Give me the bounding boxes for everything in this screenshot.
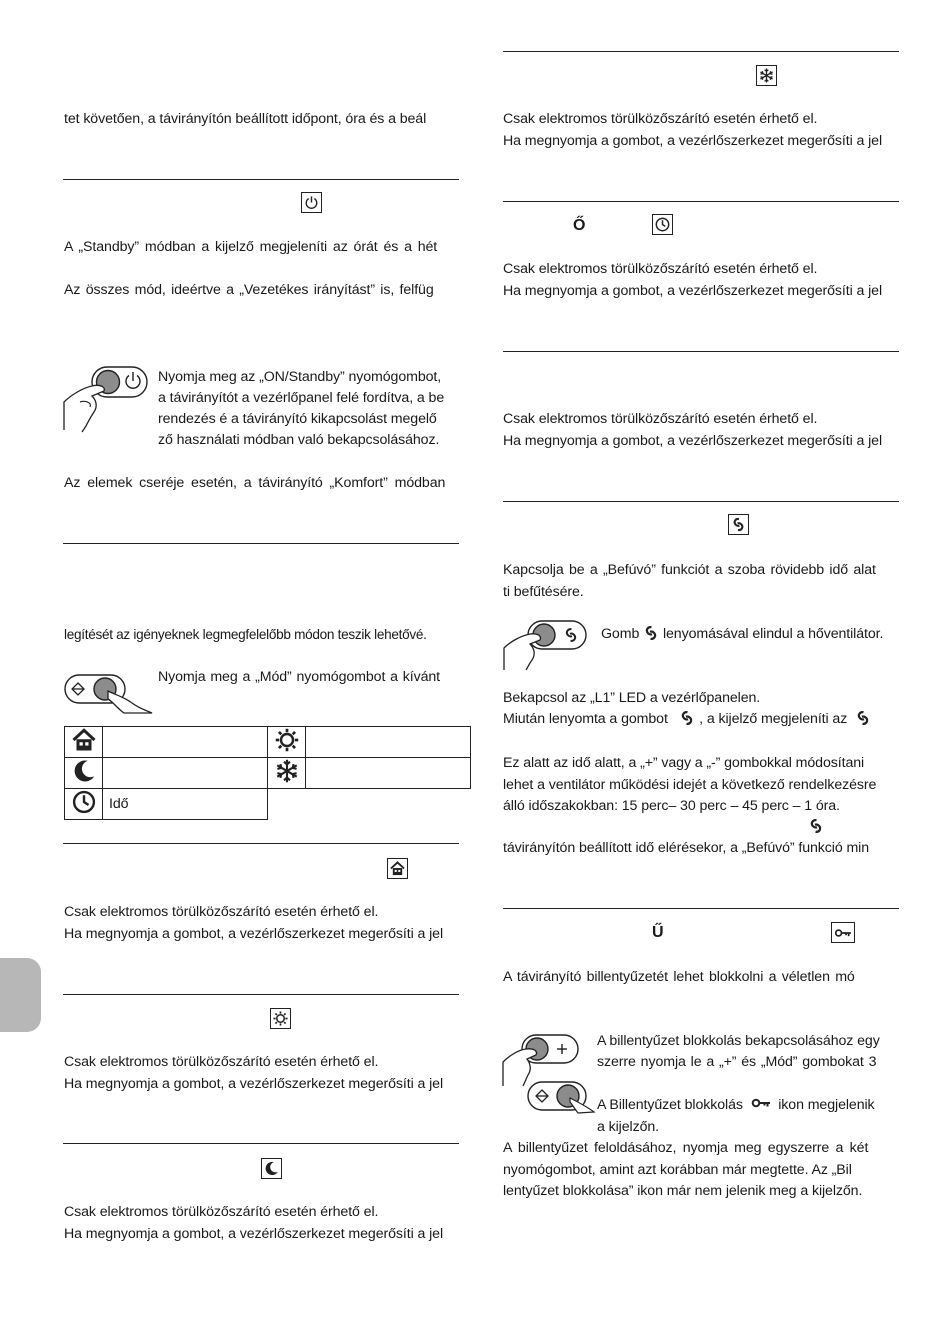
key-icon bbox=[831, 922, 855, 943]
lock-on-line-2: szerre nyomja le a „+” és „Mód” gombokat 3 bbox=[597, 1054, 877, 1070]
unlock-line-2: nyomógombot, amint azt korábban már megtette. Az „Bil bbox=[503, 1162, 852, 1178]
blower-end-line: távirányítón beállított idő elérésekor, a „Befúvó” funkció min bbox=[503, 840, 870, 856]
standby-paragraph-2: Az összes mód, ideértve a „Vezetékes irányítást” is, felfüg bbox=[64, 282, 434, 298]
divider bbox=[63, 843, 459, 844]
mode-label-time: Idő bbox=[103, 789, 268, 820]
unlock-line-3: lentyűzet blokkolása” ikon már nem jelenik meg a kijelzőn. bbox=[503, 1183, 863, 1199]
hand-press-blower-illustration bbox=[502, 614, 594, 672]
snowflake-icon bbox=[756, 65, 777, 86]
house-icon bbox=[65, 727, 103, 758]
divider bbox=[63, 543, 459, 544]
frost-line-2: Ha megnyomja a gombot, a vezérlőszerkezet megerősíti a jel bbox=[503, 133, 883, 149]
hand-press-mode-illustration bbox=[526, 1080, 596, 1114]
modes-intro-line: legítését az igényeknek legmegfelelőbb módon teszik lehetővé. bbox=[64, 627, 427, 642]
mode-label bbox=[103, 758, 268, 789]
wired-line-1: Csak elektromos törülközőszárító esetén érhető el. bbox=[503, 411, 818, 427]
table-row bbox=[65, 789, 471, 820]
divider bbox=[63, 179, 459, 180]
table-row bbox=[65, 727, 471, 758]
lock-shown-line-2: a kijelzőn. bbox=[597, 1119, 659, 1135]
standby-instruction-line-1: Nyomja meg az „ON/Standby” nyomógombot, bbox=[158, 369, 442, 385]
key-icon bbox=[751, 1095, 771, 1111]
moon-icon bbox=[261, 1158, 282, 1179]
blower-adjust-line-1: Ez alatt az idő alatt, a „+” vagy a „-” gombokkal módosítani bbox=[503, 755, 865, 771]
clock-icon bbox=[652, 214, 673, 235]
mode-instruction: Nyomja meg a „Mód” nyomógombot a kívánt bbox=[158, 669, 441, 685]
blower-icon bbox=[679, 710, 695, 726]
blower-icon bbox=[855, 710, 871, 726]
moon-icon bbox=[65, 758, 103, 789]
time-line-2: Ha megnyomja a gombot, a vezérlőszerkezet megerősíti a jel bbox=[503, 283, 883, 299]
unlock-line-1: A billentyűzet feloldásához, nyomja meg egyszerre a két bbox=[503, 1140, 869, 1156]
time-heading-fragment: Ő bbox=[573, 217, 586, 234]
sun-icon bbox=[270, 1008, 291, 1029]
wired-line-2: Ha megnyomja a gombot, a vezérlőszerkezet megerősíti a jel bbox=[503, 433, 883, 449]
blower-adjust-line-3: álló időszakokban: 15 perc– 30 perc – 45 perc – 1 óra. bbox=[503, 798, 840, 814]
mode-label bbox=[306, 727, 471, 758]
blower-led-line: Bekapcsol az „L1” LED a vezérlőpanelen. bbox=[503, 690, 761, 706]
blower-icon bbox=[643, 625, 659, 641]
divider bbox=[503, 201, 899, 202]
mode-label bbox=[103, 727, 268, 758]
lock-on-line-1: A billentyűzet blokkolás bekapcsolásához egy bbox=[597, 1033, 880, 1049]
page-side-tab bbox=[0, 958, 41, 1032]
divider bbox=[503, 51, 899, 52]
divider bbox=[503, 351, 899, 352]
blower-icon bbox=[728, 514, 749, 535]
house-icon bbox=[387, 858, 408, 879]
blower-instruction: Gomb lenyomásával elindul a hőventilátor. bbox=[601, 626, 884, 642]
eco-line-1: Csak elektromos törülközőszárító esetén érhető el. bbox=[64, 1054, 379, 1070]
eco-line-2: Ha megnyomja a gombot, a vezérlőszerkezet megerősíti a jel bbox=[64, 1076, 444, 1092]
blower-para-line-2: ti befűtésére. bbox=[503, 584, 584, 600]
blower-para-line-1: Kapcsolja be a „Befúvó” funkciót a szoba rövidebb idő alat bbox=[503, 562, 876, 578]
comfort-line-1: Csak elektromos törülközőszárító esetén érhető el. bbox=[64, 904, 379, 920]
standby-instruction-line-4: ző használati módban való bekapcsolásához. bbox=[158, 432, 440, 448]
hand-press-mode-illustration bbox=[62, 665, 154, 715]
blower-after-line: Miután lenyomta a gombot , a kijelző megjeleníti az bbox=[503, 709, 871, 730]
time-line-1: Csak elektromos törülközőszárító esetén érhető el. bbox=[503, 261, 818, 277]
lock-heading-fragment: Ű bbox=[652, 924, 664, 941]
battery-note: Az elemek cseréje esetén, a távirányító „Komfort” módban bbox=[64, 475, 446, 491]
table-row bbox=[65, 758, 471, 789]
standby-instruction-line-2: a távirányítót a vezérlőpanel felé fordítva, a be bbox=[158, 390, 445, 406]
blower-icon bbox=[808, 818, 824, 834]
blower-adjust-line-2: lehet a ventilátor működési idejét a következő rendelkezésre bbox=[503, 777, 877, 793]
intro-line: tet követően, a távirányítón beállított időpont, óra és a beál bbox=[64, 111, 427, 127]
power-icon bbox=[301, 192, 322, 213]
frost-line-1: Csak elektromos törülközőszárító esetén érhető el. bbox=[503, 111, 818, 127]
night-line-2: Ha megnyomja a gombot, a vezérlőszerkezet megerősíti a jel bbox=[64, 1226, 444, 1242]
divider bbox=[63, 1143, 459, 1144]
divider bbox=[503, 908, 899, 909]
modes-table bbox=[64, 726, 471, 820]
standby-paragraph: A „Standby” módban a kijelző megjeleníti az órát és a hét bbox=[64, 239, 438, 255]
divider bbox=[503, 501, 899, 502]
comfort-line-2: Ha megnyomja a gombot, a vezérlőszerkezet megerősíti a jel bbox=[64, 926, 444, 942]
hand-press-power-illustration bbox=[62, 360, 157, 435]
divider bbox=[63, 994, 459, 995]
lock-shown-line: A Billentyűzet blokkolás ikon megjelenik bbox=[597, 1097, 875, 1113]
lock-intro: A távirányító billentyűzetét lehet blokkolni a véletlen mó bbox=[503, 969, 855, 985]
standby-instruction-line-3: rendezés é a távirányító kikapcsolást megelő bbox=[158, 411, 437, 427]
snowflake-icon bbox=[268, 758, 306, 789]
clock-icon bbox=[65, 789, 103, 820]
sun-icon bbox=[268, 727, 306, 758]
mode-label bbox=[306, 758, 471, 789]
night-line-1: Csak elektromos törülközőszárító esetén érhető el. bbox=[64, 1204, 379, 1220]
